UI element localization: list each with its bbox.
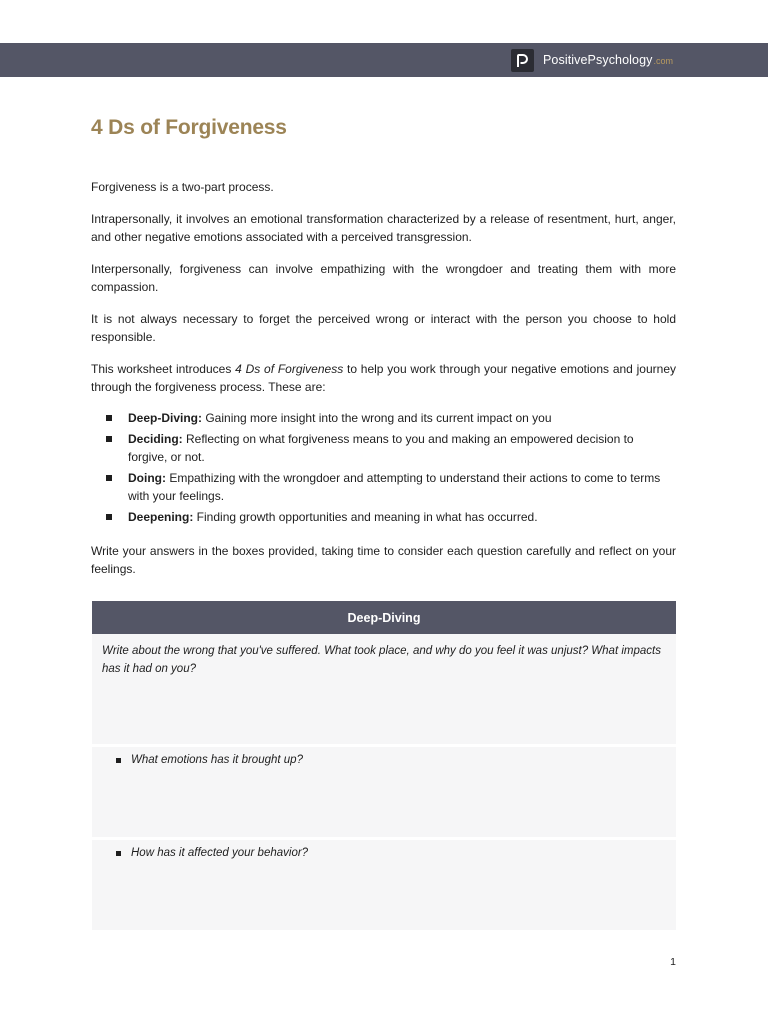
list-item bbox=[91, 409, 676, 427]
answer-box-emotions[interactable] bbox=[92, 747, 676, 837]
page-title: 4 Ds of Forgiveness bbox=[91, 116, 287, 139]
intro-paragraph: Forgiveness is a two-part process. bbox=[91, 180, 274, 194]
worksheet-name: 4 Ds of Forgiveness bbox=[235, 361, 344, 376]
question-text: How has it affected your behavior? bbox=[131, 847, 309, 859]
bullet-square-icon bbox=[106, 514, 112, 520]
header-bar bbox=[0, 43, 768, 77]
deep-diving-worksheet bbox=[92, 601, 676, 933]
list-item-term: Deep-Diving: bbox=[128, 410, 203, 425]
answer-box-behavior[interactable] bbox=[92, 840, 676, 930]
four-ds-list bbox=[91, 409, 676, 526]
question-text: What emotions has it brought up? bbox=[131, 754, 303, 766]
brand-logo[interactable] bbox=[511, 49, 673, 71]
bullet-square-icon bbox=[106, 415, 112, 421]
list-item bbox=[91, 508, 676, 526]
interpersonal-paragraph: Interpersonally, forgiveness can involve empathizing with the wrongdoer and treating them with more compassion. bbox=[91, 261, 676, 294]
worksheet-intro-end: to help you work through your negative emotions and journey through the forgiveness process. These are: bbox=[91, 361, 676, 394]
answer-box-wrong-suffered[interactable] bbox=[92, 634, 676, 744]
logo-tld: .com bbox=[653, 56, 673, 66]
logo-name: PositivePsychology bbox=[542, 53, 653, 67]
worksheet-intro-paragraph bbox=[91, 360, 676, 397]
list-item bbox=[91, 430, 676, 466]
page-number: 1 bbox=[670, 956, 676, 968]
instructions-paragraph: Write your answers in the boxes provided, taking time to consider each question carefully and reflect on your feelings. bbox=[91, 543, 676, 576]
list-item-text: Finding growth opportunities and meaning in what has occurred. bbox=[193, 509, 538, 524]
worksheet-intro-start: This worksheet introduces bbox=[91, 361, 236, 376]
list-item-text: Reflecting on what forgiveness means to you and making an empowered decision to forgive, or not. bbox=[128, 431, 634, 464]
question-text: Write about the wrong that you've suffered. What took place, and why do you feel it was unjust? What impacts has it had on you? bbox=[102, 645, 661, 675]
list-item bbox=[91, 469, 676, 505]
list-item-term: Deepening: bbox=[128, 509, 194, 524]
responsibility-paragraph: It is not always necessary to forget the perceived wrong or interact with the person you choose to hold responsible. bbox=[91, 311, 676, 344]
p-logo-icon bbox=[511, 49, 534, 72]
intrapersonal-paragraph: Intrapersonally, it involves an emotional transformation characterized by a release of resentment, hurt, anger, and other negative emotions associated with a perceived transgression. bbox=[91, 211, 676, 244]
list-item-text: Gaining more insight into the wrong and its current impact on you bbox=[202, 410, 552, 425]
bullet-square-icon bbox=[116, 851, 121, 856]
intro-content bbox=[91, 178, 676, 592]
bullet-square-icon bbox=[106, 436, 112, 442]
list-item-term: Doing: bbox=[128, 470, 166, 485]
list-item-term: Deciding: bbox=[128, 431, 183, 446]
list-item-text: Empathizing with the wrongdoer and attempting to understand their actions to come to terms with your feelings. bbox=[128, 470, 661, 503]
bullet-square-icon bbox=[116, 758, 121, 763]
bullet-square-icon bbox=[106, 475, 112, 481]
worksheet-header: Deep-Diving bbox=[92, 601, 676, 634]
